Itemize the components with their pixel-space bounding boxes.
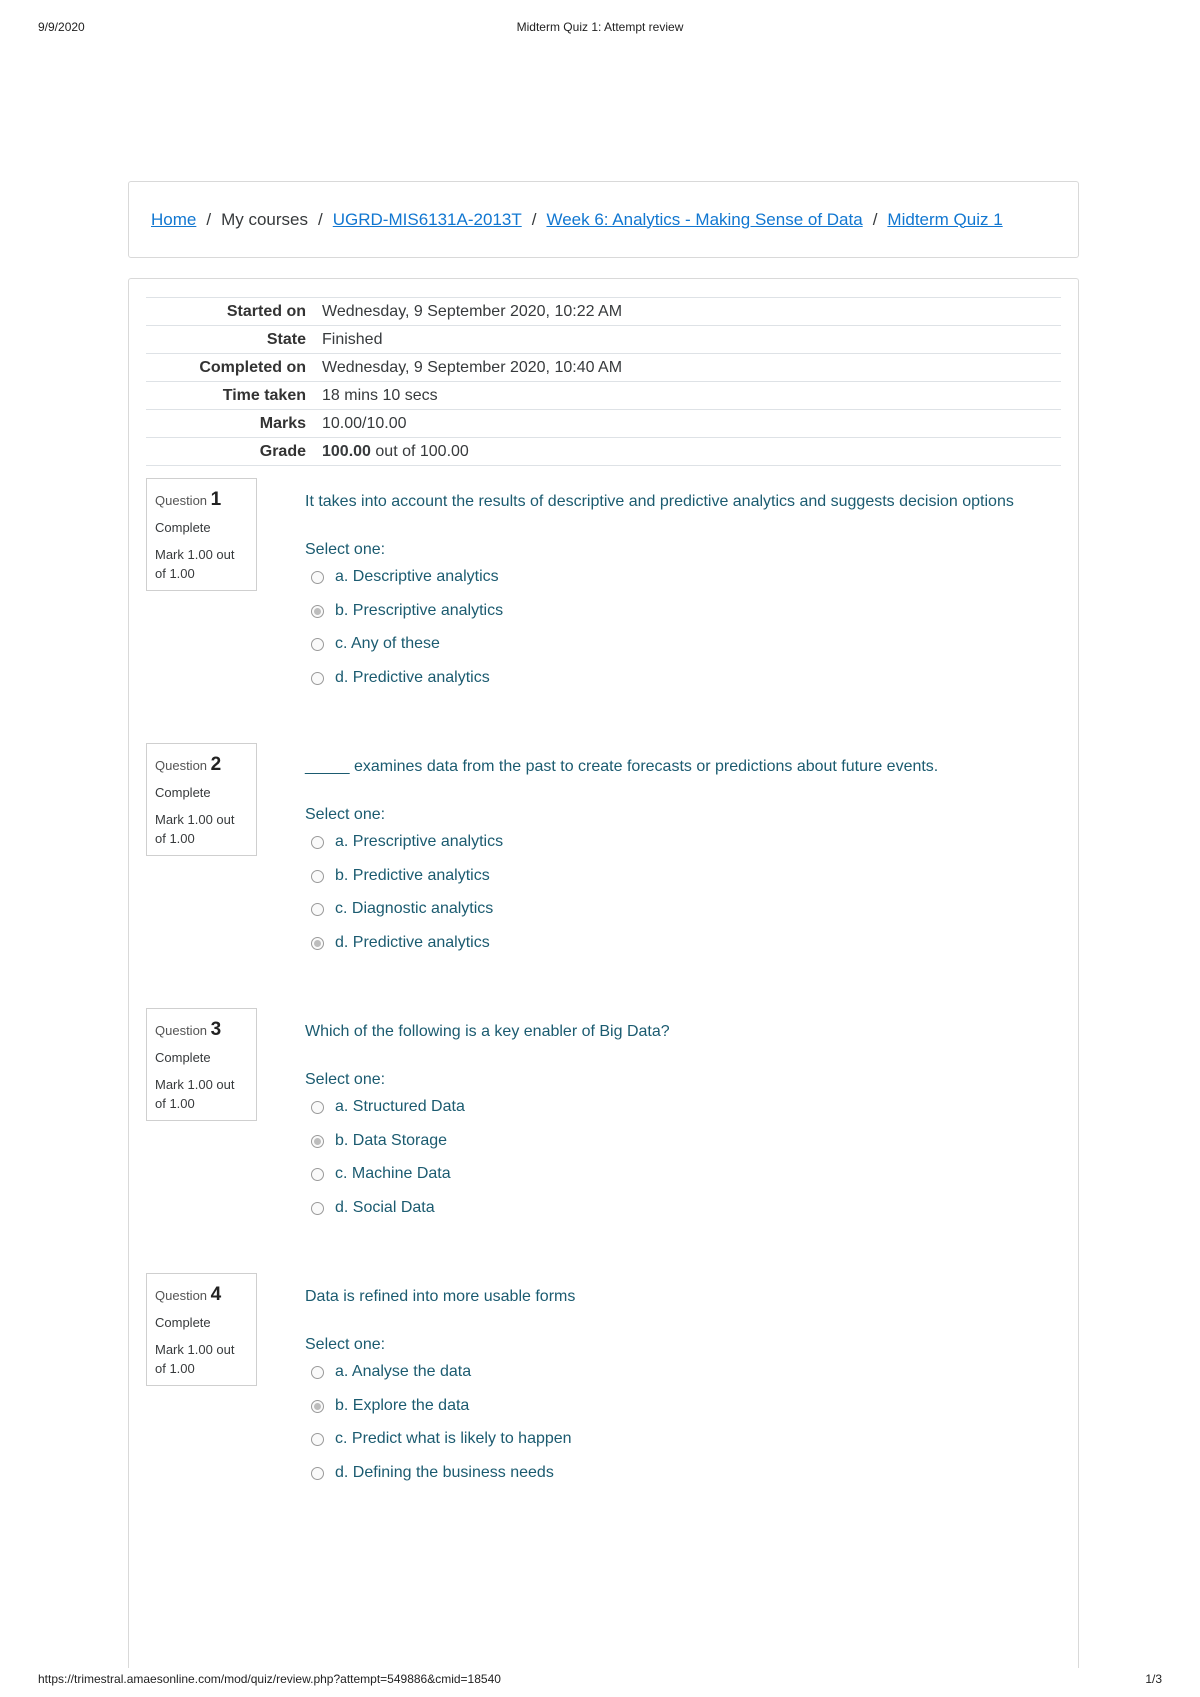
question-state: Complete bbox=[155, 1315, 211, 1330]
question-number: 3 bbox=[210, 1019, 222, 1040]
question-state: Complete bbox=[155, 520, 211, 535]
print-header bbox=[38, 20, 1162, 40]
question-mark: Mark 1.00 out of 1.00 bbox=[155, 1342, 235, 1376]
radio-checked-icon[interactable] bbox=[311, 1400, 324, 1413]
question-label: Question bbox=[155, 1023, 208, 1038]
question-number: 4 bbox=[210, 1284, 222, 1305]
answer-label: d. Social Data bbox=[335, 1198, 435, 1216]
answer-label: b. Explore the data bbox=[335, 1396, 470, 1414]
answer-option[interactable] bbox=[311, 669, 503, 703]
radio-unchecked-icon[interactable] bbox=[311, 1202, 324, 1215]
answer-label: d. Predictive analytics bbox=[335, 933, 490, 951]
radio-unchecked-icon[interactable] bbox=[311, 903, 324, 916]
answer-list bbox=[311, 568, 503, 702]
summary-row-completed bbox=[146, 354, 1061, 382]
question-info-box bbox=[146, 1008, 257, 1121]
answer-option[interactable] bbox=[311, 934, 503, 968]
summary-label: Time taken bbox=[222, 387, 306, 404]
question-info-box bbox=[146, 478, 257, 591]
radio-unchecked-icon[interactable] bbox=[311, 1433, 324, 1446]
summary-label: Completed on bbox=[199, 359, 306, 376]
question-block bbox=[146, 743, 1061, 973]
radio-checked-icon[interactable] bbox=[311, 1135, 324, 1148]
radio-unchecked-icon[interactable] bbox=[311, 571, 324, 584]
answer-option[interactable] bbox=[311, 867, 503, 901]
answer-option[interactable] bbox=[311, 833, 503, 867]
answer-option[interactable] bbox=[311, 635, 503, 669]
question-text: Data is refined into more usable forms bbox=[305, 1288, 576, 1305]
answer-label: b. Predictive analytics bbox=[335, 866, 490, 884]
answer-option[interactable] bbox=[311, 568, 503, 602]
summary-label: Grade bbox=[259, 443, 306, 460]
page-number: 1/3 bbox=[1145, 1672, 1162, 1686]
attempt-summary-table bbox=[146, 297, 1061, 466]
answer-label: a. Analyse the data bbox=[335, 1363, 472, 1380]
print-title: Midterm Quiz 1: Attempt review bbox=[516, 20, 684, 34]
breadcrumb-separator: / bbox=[872, 209, 878, 229]
breadcrumb-home-link[interactable]: Home bbox=[151, 209, 197, 229]
radio-unchecked-icon[interactable] bbox=[311, 1101, 324, 1114]
summary-value: 18 mins 10 secs bbox=[322, 387, 438, 404]
summary-value: 10.00/10.00 bbox=[322, 415, 407, 432]
summary-label: State bbox=[266, 331, 306, 348]
breadcrumb-my-courses: My courses bbox=[221, 209, 309, 229]
answer-option[interactable] bbox=[311, 1132, 465, 1166]
question-mark: Mark 1.00 out of 1.00 bbox=[155, 547, 235, 581]
question-state: Complete bbox=[155, 785, 211, 800]
question-state: Complete bbox=[155, 1050, 211, 1065]
answer-option[interactable] bbox=[311, 1363, 572, 1397]
answer-option[interactable] bbox=[311, 602, 503, 636]
radio-unchecked-icon[interactable] bbox=[311, 1467, 324, 1480]
answer-option[interactable] bbox=[311, 1098, 465, 1132]
summary-value: Finished bbox=[322, 331, 383, 348]
breadcrumb-separator: / bbox=[206, 209, 212, 229]
answer-list bbox=[311, 1098, 465, 1232]
question-text: Which of the following is a key enabler of Big Data? bbox=[305, 1023, 670, 1040]
print-footer bbox=[38, 1672, 1162, 1692]
radio-unchecked-icon[interactable] bbox=[311, 1366, 324, 1379]
breadcrumb-quiz-link[interactable]: Midterm Quiz 1 bbox=[887, 209, 1003, 229]
answer-label: c. Any of these bbox=[335, 635, 440, 652]
question-number: 2 bbox=[210, 754, 222, 775]
answer-option[interactable] bbox=[311, 1165, 465, 1199]
answer-label: c. Predict what is likely to happen bbox=[335, 1430, 572, 1447]
breadcrumb-course-link[interactable]: UGRD-MIS6131A-2013T bbox=[332, 209, 522, 229]
answer-option[interactable] bbox=[311, 1464, 572, 1498]
question-info-box bbox=[146, 743, 257, 856]
grade-suffix: out of 100.00 bbox=[375, 443, 469, 460]
question-label: Question bbox=[155, 493, 208, 508]
summary-value: Wednesday, 9 September 2020, 10:22 AM bbox=[322, 303, 623, 320]
question-text: It takes into account the results of descriptive and predictive analytics and suggests decision options bbox=[305, 493, 1014, 510]
grade-value: 100.00 bbox=[322, 443, 371, 460]
question-info-box bbox=[146, 1273, 257, 1386]
summary-row-time-taken bbox=[146, 382, 1061, 410]
radio-unchecked-icon[interactable] bbox=[311, 1168, 324, 1181]
select-one-prompt: Select one: bbox=[305, 1336, 386, 1353]
answer-option[interactable] bbox=[311, 1397, 572, 1431]
answer-option[interactable] bbox=[311, 1430, 572, 1464]
answer-option[interactable] bbox=[311, 1199, 465, 1233]
select-one-prompt: Select one: bbox=[305, 541, 386, 558]
answer-label: a. Prescriptive analytics bbox=[335, 833, 504, 850]
radio-unchecked-icon[interactable] bbox=[311, 638, 324, 651]
question-number: 1 bbox=[210, 489, 222, 510]
print-url: https://trimestral.amaesonline.com/mod/quiz/review.php?attempt=549886&cmid=18540 bbox=[38, 1672, 501, 1686]
radio-unchecked-icon[interactable] bbox=[311, 870, 324, 883]
question-block bbox=[146, 478, 1061, 708]
summary-label: Marks bbox=[259, 415, 306, 432]
answer-label: a. Structured Data bbox=[335, 1098, 465, 1115]
radio-unchecked-icon[interactable] bbox=[311, 836, 324, 849]
summary-row-started bbox=[146, 298, 1061, 326]
question-label: Question bbox=[155, 758, 208, 773]
question-label: Question bbox=[155, 1288, 208, 1303]
answer-label: c. Machine Data bbox=[335, 1165, 451, 1182]
answer-label: b. Data Storage bbox=[335, 1131, 448, 1149]
select-one-prompt: Select one: bbox=[305, 806, 386, 823]
answer-label: a. Descriptive analytics bbox=[335, 568, 499, 585]
question-block bbox=[146, 1008, 1061, 1238]
summary-value bbox=[322, 438, 1061, 466]
summary-row-grade bbox=[146, 438, 1061, 466]
print-date: 9/9/2020 bbox=[38, 20, 85, 34]
attempt-review-card bbox=[128, 278, 1079, 1668]
breadcrumb-separator: / bbox=[318, 209, 323, 229]
summary-row-state bbox=[146, 326, 1061, 354]
answer-label: c. Diagnostic analytics bbox=[335, 900, 494, 917]
question-block bbox=[146, 1273, 1061, 1503]
answer-option[interactable] bbox=[311, 900, 503, 934]
summary-label: Started on bbox=[226, 303, 306, 320]
select-one-prompt: Select one: bbox=[305, 1071, 386, 1088]
breadcrumb bbox=[128, 181, 1079, 258]
radio-unchecked-icon[interactable] bbox=[311, 672, 324, 685]
radio-checked-icon[interactable] bbox=[311, 605, 324, 618]
breadcrumb-separator: / bbox=[531, 209, 537, 229]
radio-checked-icon[interactable] bbox=[311, 937, 324, 950]
summary-value: Wednesday, 9 September 2020, 10:40 AM bbox=[322, 359, 623, 376]
question-text: _____ examines data from the past to create forecasts or predictions about future events. bbox=[305, 758, 939, 775]
summary-row-marks bbox=[146, 410, 1061, 438]
answer-list bbox=[311, 1363, 572, 1497]
answer-label: b. Prescriptive analytics bbox=[335, 601, 504, 619]
answer-list bbox=[311, 833, 503, 967]
question-mark: Mark 1.00 out of 1.00 bbox=[155, 1077, 235, 1111]
answer-label: d. Defining the business needs bbox=[335, 1463, 554, 1481]
question-mark: Mark 1.00 out of 1.00 bbox=[155, 812, 235, 846]
answer-label: d. Predictive analytics bbox=[335, 668, 490, 686]
breadcrumb-section-link[interactable]: Week 6: Analytics - Making Sense of Data bbox=[546, 209, 863, 229]
